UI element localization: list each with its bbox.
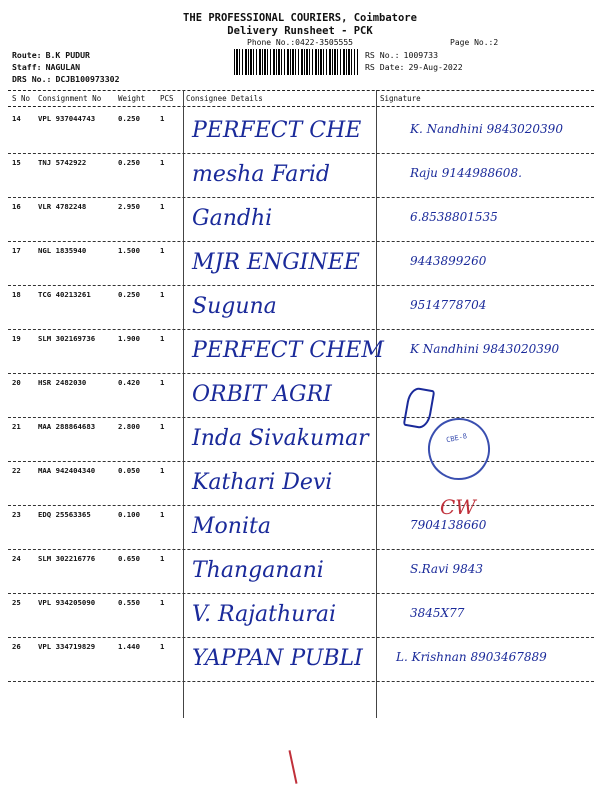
row-consignment-no: VPL 334719829 (38, 642, 96, 651)
meta-right (365, 49, 463, 73)
rs-no-label: RS No.: (365, 50, 400, 60)
row-consignment-no: HSR 2482030 (38, 378, 87, 387)
staff-value: NAGULAN (45, 62, 81, 72)
row-sno: 22 (12, 466, 21, 475)
row-sno: 14 (12, 114, 21, 123)
table-row (0, 154, 600, 198)
row-pcs: 1 (160, 290, 165, 299)
row-signature: S.Ravi 9843 (410, 562, 484, 576)
row-consignment-no: MAA 288864683 (38, 422, 96, 431)
row-weight: 1.440 (118, 642, 140, 651)
row-sno: 20 (12, 378, 21, 387)
table-row (0, 550, 600, 594)
row-weight: 0.250 (118, 114, 140, 123)
red-initials-mark: CW (440, 495, 476, 519)
row-sno: 18 (12, 290, 21, 299)
header-rule-bottom (8, 106, 594, 107)
col-head-pcs: PCS (160, 94, 174, 103)
row-consignee-handwritten: MJR ENGINEE (192, 250, 360, 275)
row-sno: 16 (12, 202, 21, 211)
page-number: Page No.:2 (450, 38, 499, 47)
row-signature: 6.8538801535 (410, 210, 498, 224)
drs-label: DRS No.: (12, 74, 52, 84)
table-row (0, 506, 600, 550)
row-signature: 7904138660 (410, 518, 487, 532)
row-weight: 2.800 (118, 422, 140, 431)
company-title: THE PROFESSIONAL COURIERS, Coimbatore (183, 12, 417, 24)
row-consignment-no: EDQ 25563365 (38, 510, 91, 519)
red-pen-mark (288, 750, 297, 784)
table-row (0, 198, 600, 242)
row-pcs: 1 (160, 202, 165, 211)
row-signature: 3845X77 (410, 606, 465, 620)
row-weight: 1.900 (118, 334, 140, 343)
row-pcs: 1 (160, 642, 165, 651)
row-consignment-no: VPL 934205090 (38, 598, 96, 607)
row-consignee-handwritten: YAPPAN PUBLI (192, 646, 363, 671)
row-pcs: 1 (160, 422, 165, 431)
row-signature: 9514778704 (410, 298, 487, 312)
table-row (0, 418, 600, 462)
row-consignment-no: TCG 40213261 (38, 290, 91, 299)
row-consignment-no: VLR 4782248 (38, 202, 87, 211)
row-pcs: 1 (160, 246, 165, 255)
row-consignment-no: SLM 302216776 (38, 554, 96, 563)
rs-no-value: 1009733 (403, 50, 439, 60)
table-row (0, 374, 600, 418)
row-weight: 0.650 (118, 554, 140, 563)
row-consignment-no: NGL 1835940 (38, 246, 87, 255)
table-row (0, 110, 600, 154)
row-consignee-handwritten: Kathari Devi (192, 470, 333, 495)
row-weight: 0.250 (118, 158, 140, 167)
row-sno: 24 (12, 554, 21, 563)
row-consignment-no: VPL 937044743 (38, 114, 96, 123)
row-sno: 25 (12, 598, 21, 607)
row-pcs: 1 (160, 378, 165, 387)
runsheet-title: Delivery Runsheet - PCK (227, 25, 373, 37)
row-sno: 21 (12, 422, 21, 431)
table-row (0, 638, 600, 682)
row-weight: 0.050 (118, 466, 140, 475)
row-signature: K Nandhini 9843020390 (410, 342, 560, 356)
table-row (0, 286, 600, 330)
row-pcs: 1 (160, 554, 165, 563)
staff-label: Staff: (12, 62, 42, 72)
row-signature: K. Nandhini 9843020390 (410, 122, 563, 136)
row-pcs: 1 (160, 114, 165, 123)
stamp-text: CBE-8 (445, 432, 468, 445)
header-rule-top (8, 90, 594, 91)
row-weight: 0.250 (118, 290, 140, 299)
row-consignment-no: TNJ 5742922 (38, 158, 87, 167)
row-consignee-handwritten: V. Rajathurai (192, 602, 336, 627)
row-consignee-handwritten: Suguna (192, 294, 277, 319)
row-sno: 23 (12, 510, 21, 519)
row-pcs: 1 (160, 158, 165, 167)
meta-left (12, 49, 120, 85)
row-consignment-no: SLM 302169736 (38, 334, 96, 343)
row-sno: 26 (12, 642, 21, 651)
row-sno: 15 (12, 158, 21, 167)
table-row (0, 330, 600, 374)
col-head-sno: S No (12, 94, 31, 103)
drs-value: DCJB100973302 (55, 74, 120, 84)
row-weight: 2.950 (118, 202, 140, 211)
row-consignment-no: MAA 942404340 (38, 466, 96, 475)
route-label: Route: (12, 50, 42, 60)
row-divider (8, 681, 594, 682)
row-signature: 9443899260 (410, 254, 487, 268)
route-value: B.K PUDUR (45, 50, 90, 60)
table-row (0, 242, 600, 286)
row-consignee-handwritten: Gandhi (192, 206, 273, 231)
row-consignee-handwritten: PERFECT CHEM (192, 338, 384, 363)
barcode (234, 49, 358, 75)
col-head-signature: Signature (380, 94, 421, 103)
row-weight: 0.420 (118, 378, 140, 387)
col-head-weight: Weight (118, 94, 146, 103)
row-sno: 17 (12, 246, 21, 255)
col-head-consignee: Consignee Details (186, 94, 263, 103)
rs-date-value: 29-Aug-2022 (408, 62, 463, 72)
row-weight: 0.550 (118, 598, 140, 607)
row-weight: 1.500 (118, 246, 140, 255)
phone-number: Phone No.:0422-3505555 (247, 38, 353, 47)
row-pcs: 1 (160, 598, 165, 607)
row-weight: 0.100 (118, 510, 140, 519)
rs-date-label: RS Date: (365, 62, 405, 72)
row-signature: Raju 9144988608. (410, 166, 522, 180)
row-signature: L. Krishnan 8903467889 (396, 650, 547, 664)
row-consignee-handwritten: Inda Sivakumar (192, 426, 369, 451)
row-consignee-handwritten: Monita (192, 514, 271, 539)
row-consignee-handwritten: mesha Farid (192, 162, 330, 187)
row-consignee-handwritten: Thanganani (192, 558, 324, 583)
row-pcs: 1 (160, 510, 165, 519)
col-head-consignment: Consignment No (38, 94, 102, 103)
table-row (0, 594, 600, 638)
row-consignee-handwritten: ORBIT AGRI (192, 382, 332, 407)
row-pcs: 1 (160, 334, 165, 343)
row-pcs: 1 (160, 466, 165, 475)
row-sno: 19 (12, 334, 21, 343)
row-consignee-handwritten: PERFECT CHE (192, 118, 362, 143)
table-row (0, 462, 600, 506)
